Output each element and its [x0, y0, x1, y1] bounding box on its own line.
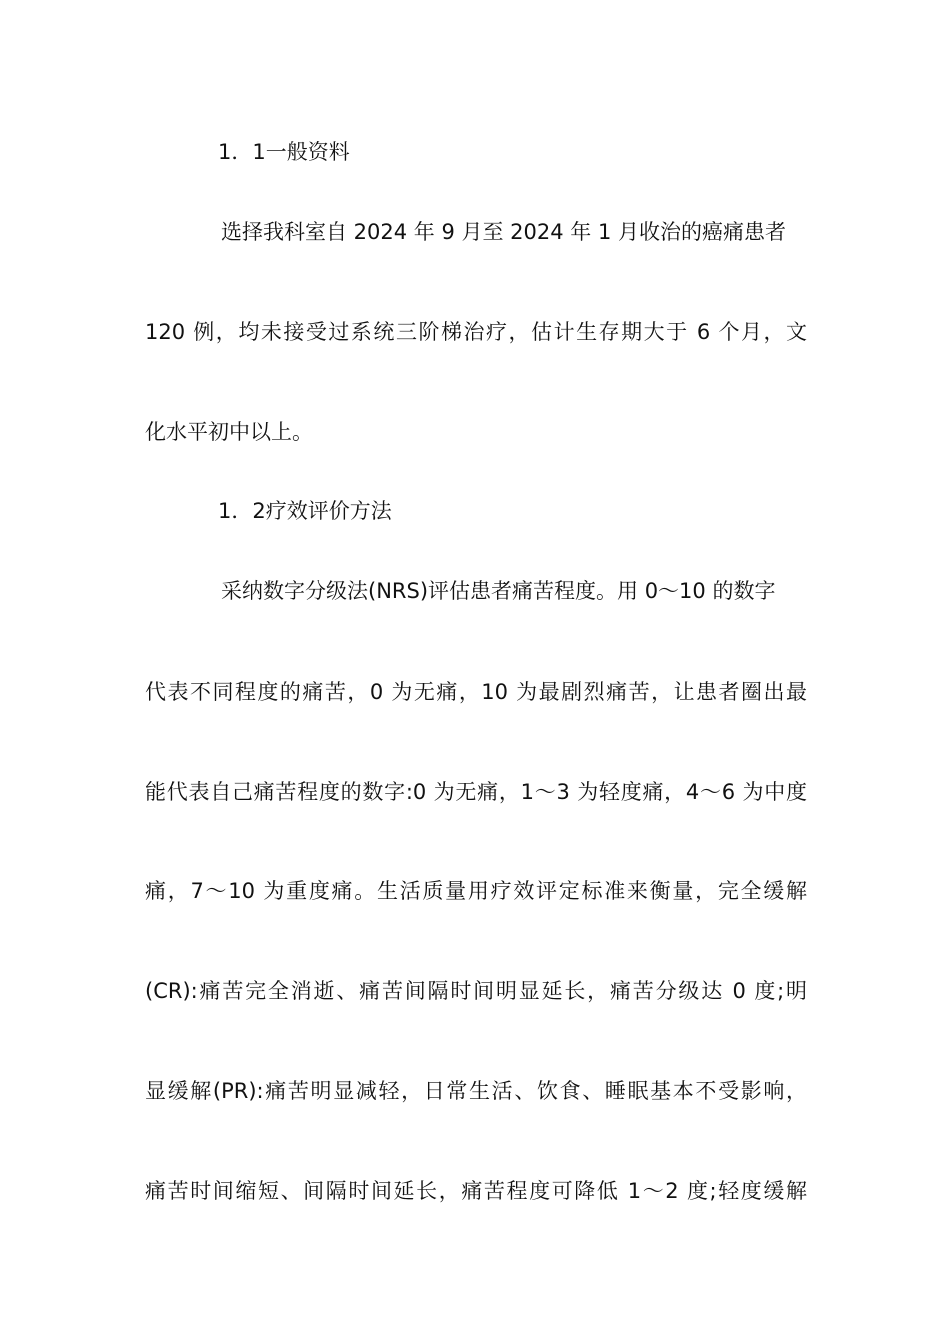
paragraph-line: (CR):痛苦完全消逝、痛苦间隔时间明显延长，痛苦分级达 0 度;明 [145, 979, 807, 1003]
section-heading-1-2: 1．2疗效评价方法 [218, 499, 392, 523]
paragraph-line: 痛苦时间缩短、间隔时间延长，痛苦程度可降低 1～2 度;轻度缓解 [145, 1179, 807, 1203]
paragraph-line: 选择我科室自 2024 年 9 月至 2024 年 1 月收治的癌痛患者 [221, 220, 787, 244]
section-heading-1-1: 1．1一般资料 [218, 140, 350, 164]
paragraph-line: 采纳数字分级法(NRS)评估患者痛苦程度。用 0～10 的数字 [221, 579, 776, 603]
paragraph-line: 化水平初中以上。 [145, 420, 313, 444]
paragraph-line: 120 例，均未接受过系统三阶梯治疗，估计生存期大于 6 个月，文 [145, 320, 807, 344]
paragraph-line: 能代表自己痛苦程度的数字:0 为无痛，1～3 为轻度痛，4～6 为中度 [145, 780, 807, 804]
paragraph-line: 痛，7～10 为重度痛。生活质量用疗效评定标准来衡量，完全缓解 [145, 879, 807, 903]
paragraph-line: 代表不同程度的痛苦，0 为无痛，10 为最剧烈痛苦，让患者圈出最 [145, 680, 807, 704]
paragraph-line: 显缓解(PR):痛苦明显减轻，日常生活、饮食、睡眠基本不受影响， [145, 1079, 807, 1103]
